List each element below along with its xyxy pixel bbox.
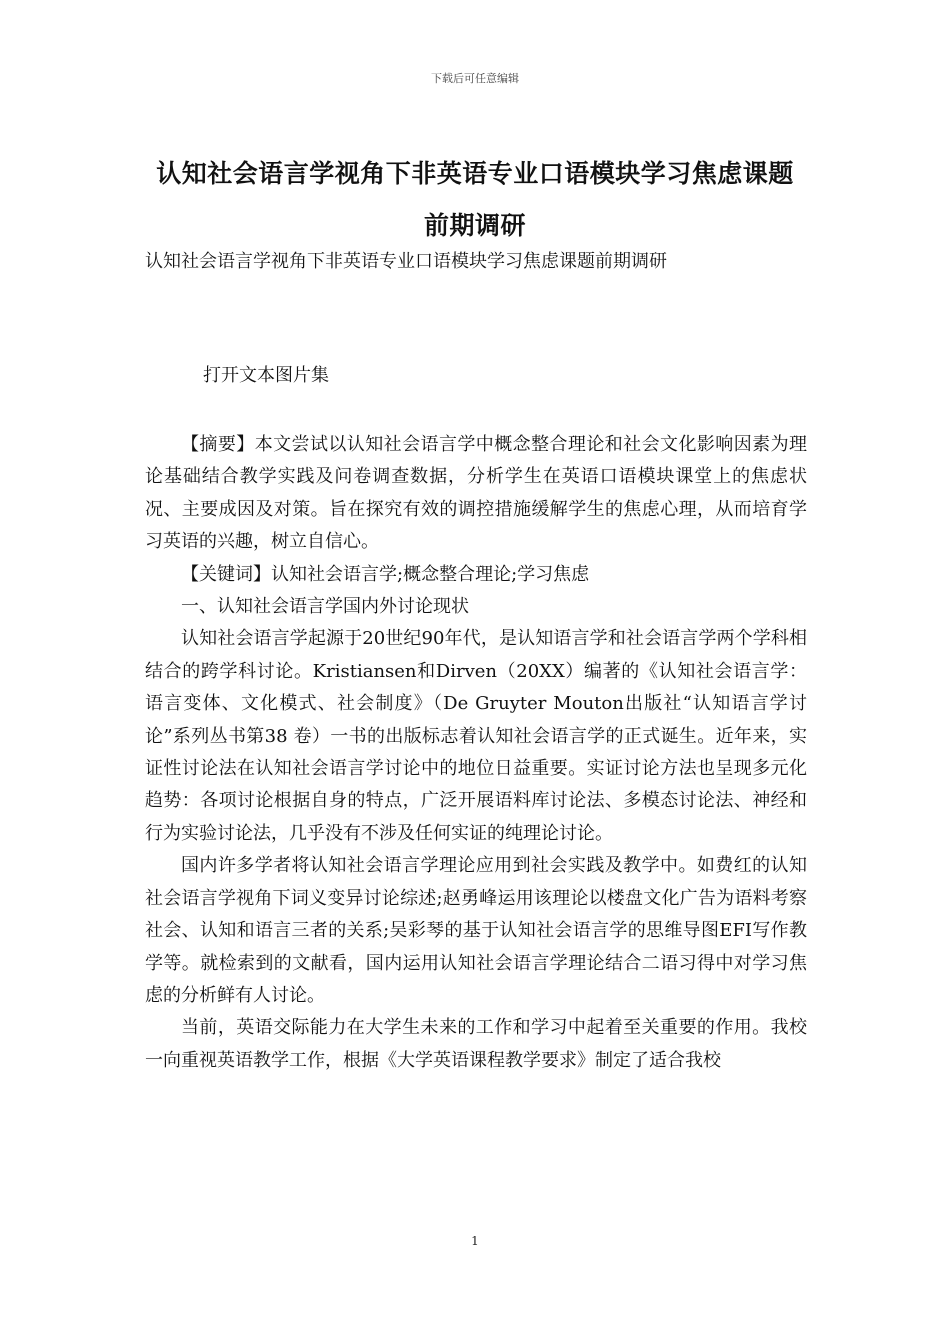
header-note: 下载后可任意编辑 <box>431 72 519 85</box>
section-heading: 一、认知社会语言学国内外讨论现状 <box>181 596 469 618</box>
document-subtitle: 认知社会语言学视角下非英语专业口语模块学习焦虑课题前期调研 <box>145 251 667 272</box>
body-text <box>145 429 807 1077</box>
body-paragraph: 认知社会语言学起源于20世纪90年代，是认知语言学和社会语言学两个学科相结合的跨学科讨论。Kristiansen和Dirven（20XX）编著的《认知社会语言学：语言变体、文化模式、社会制度》（De Gruyter Mouton出版社“认知语言学讨论”系列丛书第38 卷）一书的出版标志着认知社会语言学的正式诞生。近年来，实证性讨论法在认知社会语言学讨论中的地位日益重要。实证讨论方法也呈现多元化趋势：各项讨论根据自身的特点，广泛开展语料库讨论法、多模态讨论法、神经和行为实验讨论法，几乎没有不涉及任何实证的纯理论讨论。 <box>145 628 807 844</box>
page-number: 1 <box>471 1234 479 1248</box>
image-set-link[interactable]: 打开文本图片集 <box>203 365 329 386</box>
abstract-paragraph: 【摘要】本文尝试以认知社会语言学中概念整合理论和社会文化影响因素为理论基础结合教学实践及问卷调查数据，分析学生在英语口语模块课堂上的焦虑状况、主要成因及对策。旨在探究有效的调控措施缓解学生的焦虑心理，从而培育学习英语的兴趣，树立自信心。 <box>145 434 807 553</box>
keywords-paragraph: 【关键词】认知社会语言学;概念整合理论;学习焦虑 <box>181 563 590 585</box>
body-paragraph: 当前，英语交际能力在大学生未来的工作和学习中起着至关重要的作用。我校一向重视英语教学工作，根据《大学英语课程教学要求》制定了适合我校 <box>145 1017 807 1071</box>
body-paragraph: 国内许多学者将认知社会语言学理论应用到社会实践及教学中。如费红的认知社会语言学视角下词义变异讨论综述;赵勇峰运用该理论以楼盘文化广告为语料考察社会、认知和语言三者的关系;吴彩琴的基于认知社会语言学的思维导图EFI写作教学等。就检索到的文献看，国内运用认知社会语言学理论结合二语习得中对学习焦虑的分析鲜有人讨论。 <box>145 855 807 1006</box>
document-title: 认知社会语言学视角下非英语专业口语模块学习焦虑课题前期调研 <box>156 159 794 240</box>
